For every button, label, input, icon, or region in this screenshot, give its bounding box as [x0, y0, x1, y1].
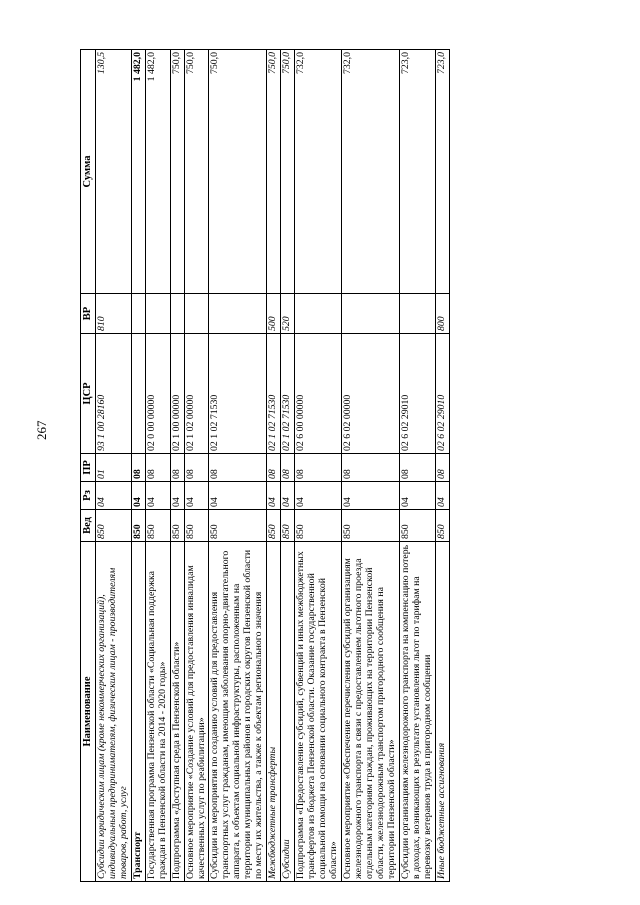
budget-table: [80, 49, 450, 882]
cell-vr: 800: [435, 294, 449, 334]
table-row: [342, 50, 400, 882]
cell-csr: 02 6 02 29010: [399, 334, 435, 454]
table-row: [131, 50, 145, 882]
table-row: [281, 50, 295, 882]
table-body: [95, 50, 449, 882]
cell-ved: 850: [295, 510, 342, 542]
cell-sum: 130,5: [95, 50, 131, 294]
cell-pr: 08: [170, 454, 184, 482]
cell-sum: 723,0: [399, 50, 435, 294]
cell-sum: 1 482,0: [145, 50, 170, 294]
table-row: [184, 50, 209, 882]
cell-name: Субсидии юридическим лицам (кроме некоммерческих организаций), индивидуальным предпринимателям, физическим лицам - производителям товаров, работ, услуг: [95, 542, 131, 882]
cell-vr: [184, 294, 209, 334]
table-row: [170, 50, 184, 882]
cell-csr: 02 1 02 71530: [281, 334, 295, 454]
cell-name: Иные бюджетные ассигнования: [435, 542, 449, 882]
cell-pr: 08: [209, 454, 267, 482]
cell-name: Субсидии организациям железнодорожного транспорта на компенсацию потерь в доходах, возникающих в результате установления льгот по тарифам на перевозку ветеранов труда в пригородном сообщении: [399, 542, 435, 882]
table-row: [209, 50, 267, 882]
cell-ved: 850: [399, 510, 435, 542]
cell-pr: 01: [95, 454, 131, 482]
table-row: [95, 50, 131, 882]
cell-pr: 08: [342, 454, 400, 482]
cell-vr: [342, 294, 400, 334]
cell-csr: 02 1 02 71530: [209, 334, 267, 454]
cell-ved: 850: [131, 510, 145, 542]
cell-name: Государственная программа Пензенской области «Социальная поддержка граждан в Пензенской области на 2014 - 2020 годы»: [145, 542, 170, 882]
cell-sum: 732,0: [342, 50, 400, 294]
cell-ved: 850: [267, 510, 281, 542]
cell-ved: 850: [281, 510, 295, 542]
cell-rz: 04: [95, 482, 131, 510]
cell-vr: [170, 294, 184, 334]
cell-ved: 850: [170, 510, 184, 542]
cell-rz: 04: [145, 482, 170, 510]
cell-vr: [145, 294, 170, 334]
cell-sum: 723,0: [435, 50, 449, 294]
budget-table-container: [80, 50, 450, 882]
cell-rz: 04: [435, 482, 449, 510]
cell-ved: 850: [209, 510, 267, 542]
cell-csr: 02 1 02 71530: [267, 334, 281, 454]
cell-csr: 02 6 02 29010: [435, 334, 449, 454]
cell-rz: 04: [342, 482, 400, 510]
cell-name: Основное мероприятие «Создание условий для предоставления инвалидам качественных услуг по реабилитации»: [184, 542, 209, 882]
cell-sum: 1 482,0: [131, 50, 145, 294]
cell-name: Субсидии на мероприятия по созданию условий для предоставления транспортных услуг гражданам, имеющим заболевания опорно-двигательного аппарата, к объектам социальной инфраструктуры, расположенным на территории муниципальных районов и городских округов Пензенской области по месту их жительства, а также к объектам регионального значения: [209, 542, 267, 882]
cell-pr: 08: [435, 454, 449, 482]
cell-name: Подпрограмма «Предоставление субсидий, субвенций и иных межбюджетных трансфертов из бюджета Пензенской области. Оказание государственной социальной помощи на основании социального контракта в Пензенской области»: [295, 542, 342, 882]
cell-rz: 04: [399, 482, 435, 510]
cell-vr: [131, 294, 145, 334]
header-csr: ЦСР: [81, 334, 96, 454]
cell-rz: 04: [209, 482, 267, 510]
cell-sum: 750,0: [209, 50, 267, 294]
cell-pr: 08: [145, 454, 170, 482]
cell-ved: 850: [435, 510, 449, 542]
header-name: Наименование: [81, 542, 96, 882]
cell-csr: [131, 334, 145, 454]
cell-sum: 750,0: [267, 50, 281, 294]
page-number: 267: [34, 420, 49, 440]
cell-sum: 750,0: [281, 50, 295, 294]
cell-name: Подпрограмма «Доступная среда в Пензенской области»: [170, 542, 184, 882]
cell-rz: 04: [184, 482, 209, 510]
cell-sum: 750,0: [184, 50, 209, 294]
cell-name: Межбюджетные трансферты: [267, 542, 281, 882]
cell-name: Транспорт: [131, 542, 145, 882]
cell-ved: 850: [342, 510, 400, 542]
cell-csr: 93 1 00 28160: [95, 334, 131, 454]
header-vr: ВР: [81, 294, 96, 334]
cell-rz: 04: [267, 482, 281, 510]
cell-vr: [295, 294, 342, 334]
table-row: [267, 50, 281, 882]
header-rz: Рз: [81, 482, 96, 510]
cell-ved: 850: [95, 510, 131, 542]
cell-vr: [399, 294, 435, 334]
table-row: [295, 50, 342, 882]
cell-vr: 500: [267, 294, 281, 334]
cell-pr: 08: [399, 454, 435, 482]
cell-rz: 04: [281, 482, 295, 510]
cell-sum: 732,0: [295, 50, 342, 294]
table-row: [145, 50, 170, 882]
cell-vr: 520: [281, 294, 295, 334]
header-ved: Вед: [81, 510, 96, 542]
cell-rz: 04: [170, 482, 184, 510]
cell-ved: 850: [145, 510, 170, 542]
header-pr: ПР: [81, 454, 96, 482]
cell-pr: 08: [131, 454, 145, 482]
cell-csr: 02 1 00 00000: [170, 334, 184, 454]
cell-sum: 750,0: [170, 50, 184, 294]
cell-pr: 08: [295, 454, 342, 482]
cell-csr: 02 1 02 00000: [184, 334, 209, 454]
cell-pr: 08: [267, 454, 281, 482]
cell-vr: [209, 294, 267, 334]
cell-name: Субсидии: [281, 542, 295, 882]
cell-name: Основное мероприятие «Обеспечение перечисления субсидий организациям железнодорожного транспорта в связи с предоставлением льготного проезда отдельным категориям граждан, проживающих на территории Пензенской области, железнодорожным транспортом пригородного сообщения на территории Пензенской области»: [342, 542, 400, 882]
cell-pr: 08: [281, 454, 295, 482]
cell-ved: 850: [184, 510, 209, 542]
header-sum: Сумма: [81, 50, 96, 294]
cell-rz: 04: [131, 482, 145, 510]
cell-csr: 02 6 00 00000: [295, 334, 342, 454]
table-header-row: [81, 50, 96, 882]
cell-csr: 02 6 02 00000: [342, 334, 400, 454]
cell-pr: 08: [184, 454, 209, 482]
cell-vr: 810: [95, 294, 131, 334]
table-row: [435, 50, 449, 882]
table-row: [399, 50, 435, 882]
cell-rz: 04: [295, 482, 342, 510]
cell-csr: 02 0 00 00000: [145, 334, 170, 454]
